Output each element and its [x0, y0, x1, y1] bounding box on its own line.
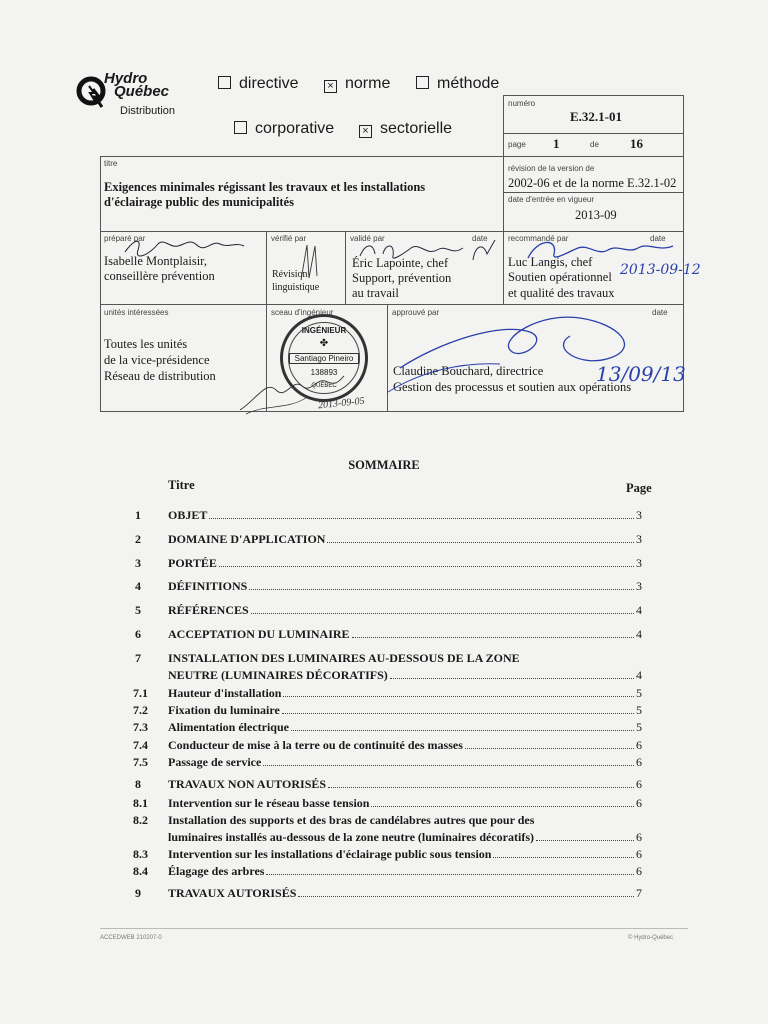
recommande-role2: et qualité des travaux — [508, 286, 615, 300]
signature-montplaisir — [120, 234, 250, 258]
toc-item-definitions[interactable]: DÉFINITIONS 3 — [168, 579, 642, 593]
de-label: de — [590, 140, 599, 149]
approuve-role: Gestion des processus et soutien aux opérations — [393, 380, 632, 394]
toc-item-supports[interactable]: luminaires installés au-dessous de la zone neutre (luminaires décoratifs) 6 — [168, 830, 642, 844]
fleur-de-lis-icon: ✤ — [319, 338, 329, 349]
toc-item-alimentation[interactable]: Alimentation électrique 5 — [168, 720, 642, 734]
toc-item-installation-line1: INSTALLATION DES LUMINAIRES AU-DESSOUS DE LA ZONE — [168, 651, 520, 665]
toc-heading: SOMMAIRE — [348, 458, 420, 472]
toc-item-sous-tension[interactable]: Intervention sur les installations d'éclairage public sous tension 6 — [168, 847, 642, 861]
valide-label: validé par — [350, 234, 385, 243]
checkbox-methode — [416, 76, 429, 89]
revision-label: révision de la version de — [508, 164, 595, 173]
toc-num: 8.3 — [133, 847, 148, 861]
toc-item-supports-line1: Installation des supports et des bras de candélabres autres que pour des — [168, 813, 535, 827]
unites-line2: de la vice-présidence — [104, 353, 210, 367]
option-methode: méthode — [416, 75, 499, 93]
numero-label: numéro — [508, 99, 536, 108]
valide-date-label: date — [472, 234, 488, 243]
valide-name: Éric Lapointe, chef — [352, 256, 449, 270]
footer-right: © Hydro-Québec — [628, 935, 674, 941]
approuve-label: approuvé par — [392, 308, 440, 317]
toc-num: 8.2 — [133, 813, 148, 827]
toc-num: 7.4 — [133, 738, 148, 752]
numero-value: E.32.1-01 — [570, 109, 622, 124]
toc-num: 3 — [135, 556, 141, 570]
titre-label: titre — [104, 159, 118, 168]
total-pages: 16 — [630, 136, 643, 151]
toc-item-basse-tension[interactable]: Intervention sur le réseau basse tension 6 — [168, 796, 642, 810]
recommande-date-label: date — [650, 234, 666, 243]
toc-col-page: Page — [626, 481, 652, 495]
seal-date: 2013-09-05 — [317, 395, 366, 412]
approuve-name: Claudine Bouchard, directrice — [393, 364, 544, 378]
seal-number: 138893 — [310, 368, 338, 377]
verifie-line2: linguistique — [272, 282, 320, 293]
logo-sub: Distribution — [120, 105, 176, 117]
hydro-quebec-logo — [76, 72, 206, 122]
prepare-name: Isabelle Montplaisir, — [104, 254, 207, 268]
checkbox-norme: × — [324, 80, 337, 93]
valide-role2: au travail — [352, 286, 399, 300]
checkbox-directive — [218, 76, 231, 89]
sceau-label: sceau d'ingénieur — [271, 308, 334, 317]
recommande-role1: Soutien opérationnel — [508, 270, 612, 284]
prepare-role: conseillère prévention — [104, 269, 215, 283]
toc-item-non-autorises[interactable]: TRAVAUX NON AUTORISÉS 6 — [168, 777, 642, 791]
toc-num: 8.4 — [133, 864, 148, 878]
checkbox-corporative — [234, 121, 247, 134]
unites-line1: Toutes les unités — [104, 337, 188, 351]
recommande-name: Luc Langis, chef — [508, 255, 593, 269]
seal-top: INGÉNIEUR — [301, 326, 347, 335]
toc-item-acceptation[interactable]: ACCEPTATION DU LUMINAIRE 4 — [168, 627, 642, 641]
toc-num: 8.1 — [133, 796, 148, 810]
titre-line1: Exigences minimales régissant les travaux et les installations — [104, 180, 426, 194]
page-value: 1 — [553, 136, 560, 151]
toc-item-fixation[interactable]: Fixation du luminaire 5 — [168, 703, 642, 717]
page-label: page — [508, 140, 526, 149]
unites-label: unités intéressées — [104, 308, 169, 317]
signature-langis — [508, 234, 678, 266]
toc-item-domaine[interactable]: DOMAINE D'APPLICATION 3 — [168, 532, 642, 546]
toc-col-titre: Titre — [168, 478, 195, 492]
toc-item-passage[interactable]: Passage de service 6 — [168, 755, 642, 769]
logo-line2: Québec — [114, 83, 170, 100]
toc-num: 6 — [135, 627, 141, 641]
toc-item-autorises[interactable]: TRAVAUX AUTORISÉS 7 — [168, 886, 642, 900]
footer-left: ACCEDWEB 210207-0 — [100, 935, 162, 941]
toc-item-installation[interactable]: NEUTRE (LUMINAIRES DÉCORATIFS) 4 — [168, 668, 642, 682]
seal-name: Santiago Pineiro — [289, 353, 359, 364]
toc-num: 5 — [135, 603, 141, 617]
option-sectorielle: × sectorielle — [359, 120, 452, 138]
option-directive: directive — [218, 75, 299, 93]
unites-line3: Réseau de distribution — [104, 369, 216, 383]
toc-item-objet[interactable]: OBJET 3 — [168, 508, 642, 522]
option-norme: × norme — [324, 75, 390, 93]
valide-role1: Support, prévention — [352, 271, 452, 285]
toc-num: 8 — [135, 777, 141, 791]
footer-divider — [100, 928, 688, 929]
titre-line2: d'éclairage public des municipalités — [104, 195, 294, 209]
checkbox-sectorielle: × — [359, 125, 372, 138]
toc-item-references[interactable]: RÉFÉRENCES 4 — [168, 603, 642, 617]
signature-bouchard — [380, 292, 660, 402]
seal-bottom: QUÉBEC — [311, 383, 337, 389]
entree-value: 2013-09 — [575, 208, 617, 222]
verifie-line1: Révision — [272, 269, 308, 280]
prepare-label: préparé par — [104, 234, 146, 243]
toc-num: 4 — [135, 579, 141, 593]
option-corporative: corporative — [234, 120, 334, 138]
toc-num: 7.3 — [133, 720, 148, 734]
approuve-date: 13/09/13 — [596, 362, 686, 386]
verifie-label: vérifié par — [271, 234, 307, 243]
toc-item-conducteur[interactable]: Conducteur de mise à la terre ou de continuité des masses 6 — [168, 738, 642, 752]
recommande-date: 2013-09-12 — [620, 262, 701, 278]
entree-label: date d'entrée en vigueur — [508, 195, 595, 204]
signature-verifie — [295, 240, 325, 285]
toc-num: 7.1 — [133, 686, 148, 700]
toc-num: 2 — [135, 532, 141, 546]
approuve-date-label: date — [652, 308, 668, 317]
toc-num: 9 — [135, 886, 141, 900]
toc-num: 1 — [135, 508, 141, 522]
toc-num: 7 — [135, 651, 141, 665]
signature-lapointe — [355, 234, 505, 266]
toc-num: 7.2 — [133, 703, 148, 717]
recommande-label: recommandé par — [508, 234, 569, 243]
toc-item-hauteur[interactable]: Hauteur d'installation 5 — [168, 686, 642, 700]
toc-item-elagage[interactable]: Élagage des arbres 6 — [168, 864, 642, 878]
toc-num: 7.5 — [133, 755, 148, 769]
toc-item-portee[interactable]: PORTÉE 3 — [168, 556, 642, 570]
revision-value: 2002-06 et de la norme E.32.1-02 — [508, 176, 677, 190]
logo-line1: Hydro — [104, 70, 148, 87]
